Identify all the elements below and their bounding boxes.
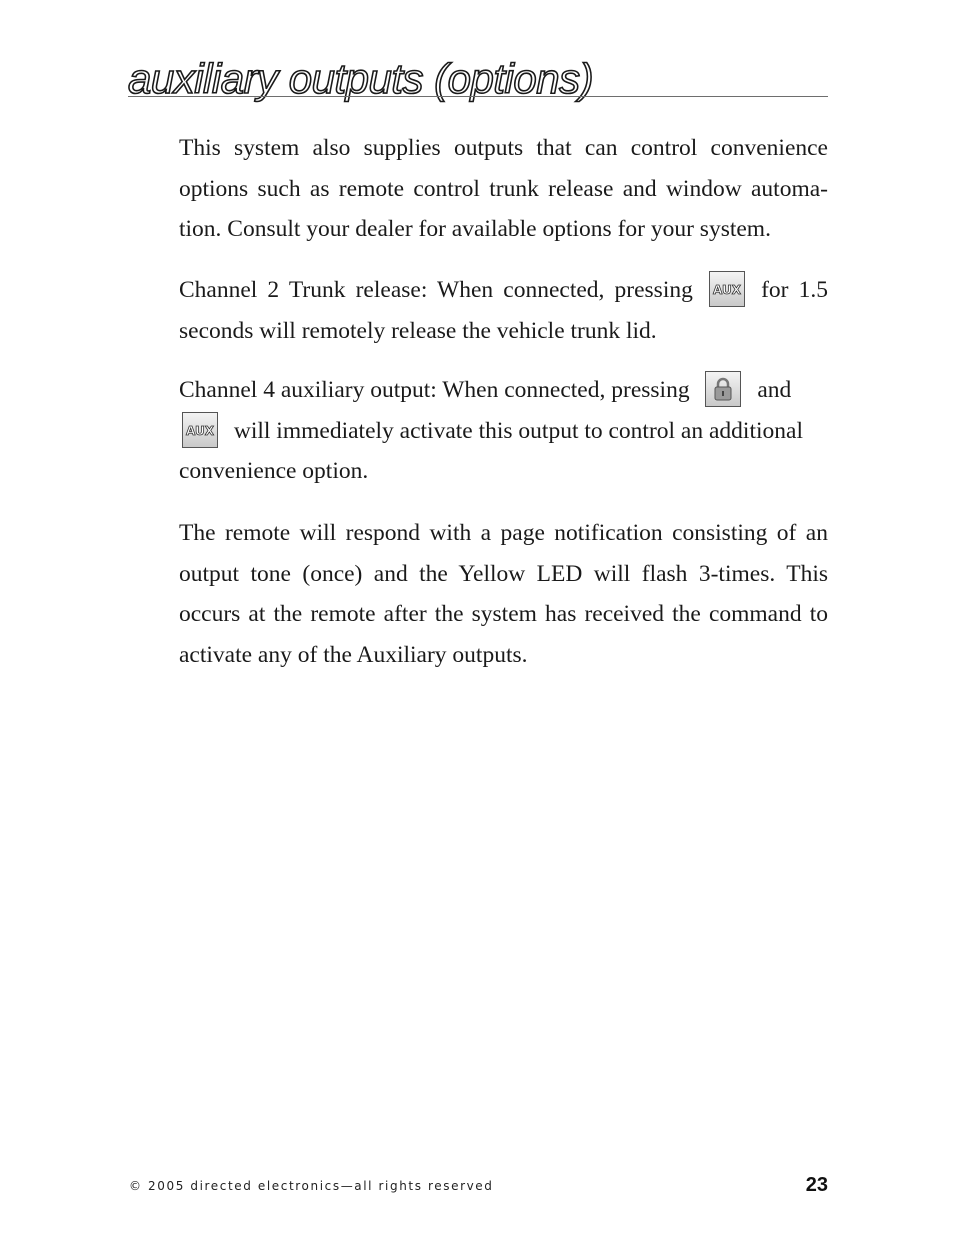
aux-key-label: AUX [186,423,214,438]
page-number: 23 [805,1174,828,1196]
copyright-footer: © 2005 directed electronics—all rights reserved [129,1179,494,1193]
trunk-release-text-start: Channel 2 Trunk release: When connected, pressing [179,277,693,303]
trunk-release-paragraph [179,270,828,351]
aux-key-label: AUX [713,283,741,297]
aux-button-icon [709,271,745,307]
aux-button-icon [182,412,218,448]
page-title: auxiliary outputs (options) [128,55,594,102]
lock-button-icon [705,371,741,407]
trunk-release-text-end: for 1.5 seconds will remotely release the vehicle trunk lid. [179,277,829,344]
auxiliary-output-paragraph [179,370,828,492]
aux-output-text-mid: and [757,377,792,403]
aux-output-text-start: Channel 4 auxiliary output: When connected, pressing [179,377,690,403]
title-rule [128,96,828,97]
notification-paragraph: The remote will respond with a page notification consisting of an output tone (once) and the Yellow LED will flash 3-times. This occurs at the remote after the system has received the command to activate any of the Auxiliary outputs. [179,520,828,668]
intro-paragraph: This system also supplies outputs that can control convenience options such as remote control trunk release and window automa-tion. Consult your dealer for available options for your system. [179,135,828,242]
aux-output-text-end: will immediately activate this output to control an additional convenience option. [179,417,803,484]
lock-icon [706,372,740,406]
